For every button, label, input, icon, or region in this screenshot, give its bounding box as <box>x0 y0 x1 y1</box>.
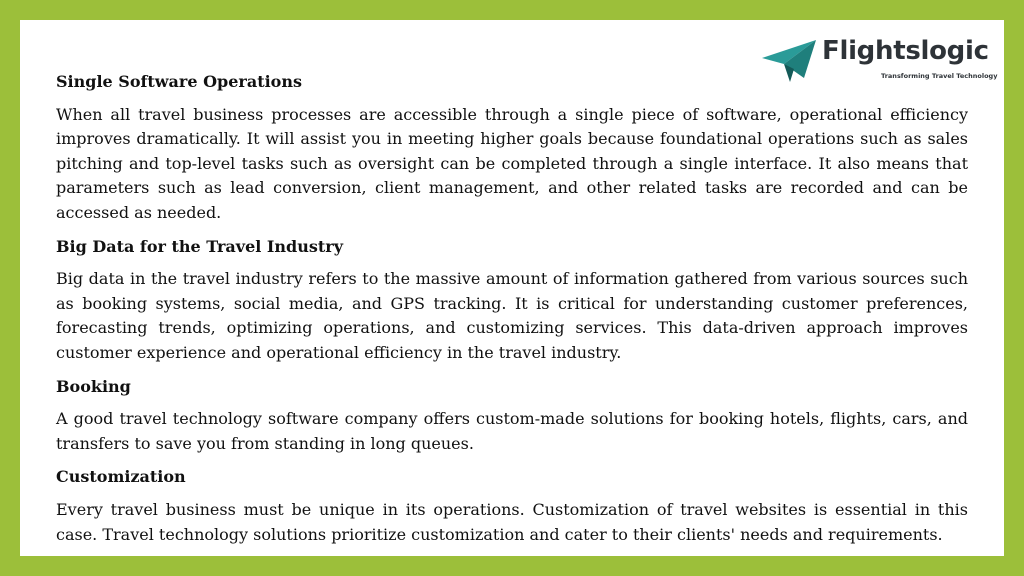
content-body <box>56 70 968 556</box>
section-heading-single-software-operations: Single Software Operations <box>56 72 302 91</box>
section-heading-customization: Customization <box>56 467 186 487</box>
section-heading-big-data: Big Data for the Travel Industry <box>56 236 343 256</box>
section-paragraph-big-data: Big data in the travel industry refers to the massive amount of information gathered from various sources such as booking systems, social media, and GPS tracking. It is critical for understanding customer preferences, forecasting trends, optimizing operations, and customizing services. This data-driven approach improves customer experience and operational efficiency in the travel industry. <box>56 269 968 362</box>
brand-name: Flightslogic <box>822 36 989 66</box>
section-paragraph-single-software-operations: When all travel business processes are accessible through a single piece of software, operational efficiency improves dramatically. It will assist you in meeting higher goals because foundational operations such as sales pitching and top-level tasks such as oversight can be completed through a single interface. It also means that parameters such as lead conversion, client management, and other related tasks are recorded and can be accessed as needed. <box>56 104 968 222</box>
section-heading-booking: Booking <box>56 376 131 396</box>
section-paragraph-booking: A good travel technology software company offers custom-made solutions for booking hotels, flights, cars, and transfers to save you from standing in long queues. <box>56 409 968 453</box>
brand-tagline: Transforming Travel Technology <box>881 72 998 80</box>
section-paragraph-customization: Every travel business must be unique in its operations. Customization of travel websites is essential in this case. Travel technology solutions prioritize customization and cater to their clients' needs and requirements. <box>56 499 968 544</box>
slide <box>20 20 1004 556</box>
